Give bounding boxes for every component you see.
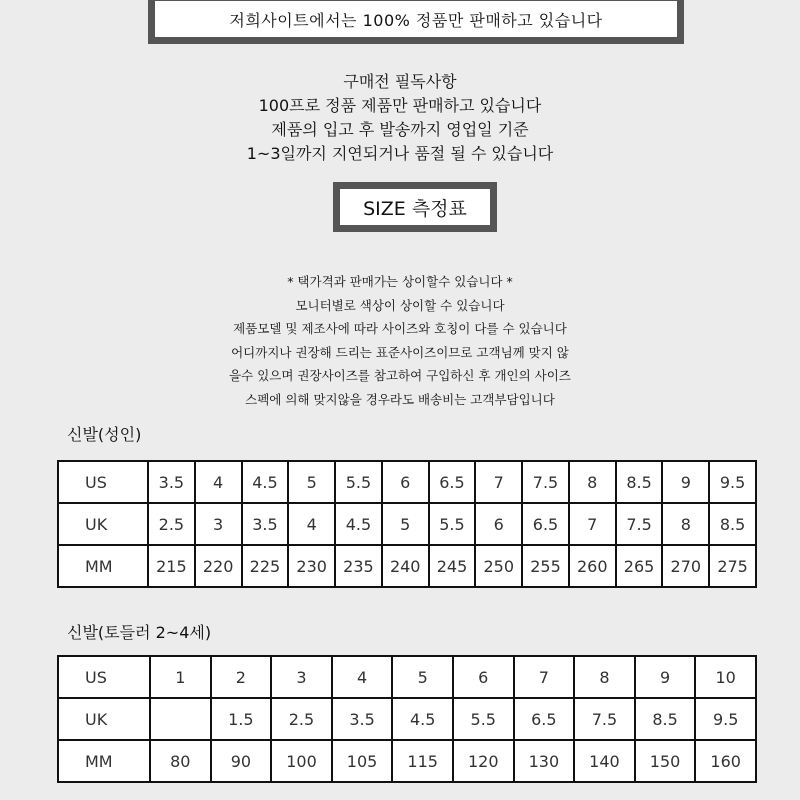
table-row xyxy=(58,656,756,698)
disclaimer-line: 어디까지나 권장해 드리는 표준사이즈이므로 고객님께 맞지 않 xyxy=(231,344,569,360)
disclaimer-line: 을수 있으며 권장사이즈를 참고하여 구입하신 후 개인의 사이즈 xyxy=(229,368,571,384)
toddler-table-caption: 신발(토들러 2~4세) xyxy=(67,623,212,642)
disclaimer-line: 모니터별로 색상이 상이할 수 있습니다 xyxy=(295,297,505,313)
row-header: UK xyxy=(58,503,148,545)
row-header: MM xyxy=(58,545,148,587)
size-cell: 8 xyxy=(569,461,616,503)
size-cell: 90 xyxy=(211,740,272,782)
table-row xyxy=(58,461,756,503)
toddler-size-table xyxy=(57,655,757,783)
size-cell: 225 xyxy=(242,545,289,587)
notice-line: 구매전 필독사항 xyxy=(343,72,457,91)
size-cell: 6 xyxy=(453,656,514,698)
disclaimer-line: 스펙에 의해 맞지않을 경우라도 배송비는 고객부담입니다 xyxy=(245,391,555,407)
size-cell: 115 xyxy=(392,740,453,782)
size-cell: 7.5 xyxy=(522,461,569,503)
notice-line: 1~3일까지 지연되거나 품절 될 수 있습니다 xyxy=(246,144,554,163)
table-row xyxy=(58,740,756,782)
size-cell: 5.5 xyxy=(429,503,476,545)
size-cell: 9.5 xyxy=(709,461,756,503)
adult-size-table xyxy=(57,460,757,588)
size-cell: 8.5 xyxy=(635,698,696,740)
size-cell xyxy=(150,698,211,740)
size-cell: 270 xyxy=(662,545,709,587)
size-cell: 250 xyxy=(475,545,522,587)
table-row xyxy=(58,503,756,545)
size-cell: 5.5 xyxy=(335,461,382,503)
size-cell: 105 xyxy=(332,740,393,782)
size-chart-title: SIZE 측정표 xyxy=(363,197,467,220)
size-cell: 120 xyxy=(453,740,514,782)
size-cell: 7 xyxy=(514,656,575,698)
size-cell: 7.5 xyxy=(574,698,635,740)
top-banner-text: 저희사이트에서는 100% 정품만 판매하고 있습니다 xyxy=(229,10,603,30)
table-row xyxy=(58,545,756,587)
size-cell: 4.5 xyxy=(242,461,289,503)
size-cell: 2 xyxy=(211,656,272,698)
size-cell: 9 xyxy=(635,656,696,698)
notice-line: 제품의 입고 후 발송까지 영업일 기준 xyxy=(271,120,529,139)
row-header: UK xyxy=(58,698,150,740)
size-chart-banner xyxy=(333,182,497,232)
size-cell: 4 xyxy=(288,503,335,545)
size-cell: 3.5 xyxy=(148,461,195,503)
size-cell: 10 xyxy=(695,656,756,698)
size-cell: 2.5 xyxy=(148,503,195,545)
row-header: US xyxy=(58,656,150,698)
size-cell: 6 xyxy=(382,461,429,503)
size-cell: 9 xyxy=(662,461,709,503)
size-cell: 8.5 xyxy=(709,503,756,545)
size-cell: 3 xyxy=(271,656,332,698)
size-cell: 275 xyxy=(709,545,756,587)
notice-line: 100프로 정품 제품만 판매하고 있습니다 xyxy=(258,96,542,115)
size-cell: 160 xyxy=(695,740,756,782)
size-cell: 1.5 xyxy=(211,698,272,740)
disclaimer-line: 제품모델 및 제조사에 따라 사이즈와 호칭이 다를 수 있습니다 xyxy=(233,321,567,337)
size-cell: 3.5 xyxy=(242,503,289,545)
top-banner xyxy=(148,0,684,44)
size-cell: 6 xyxy=(475,503,522,545)
disclaimer-line: * 택가격과 판매가는 상이할수 있습니다 * xyxy=(287,274,513,289)
size-cell: 4 xyxy=(332,656,393,698)
size-cell: 6.5 xyxy=(522,503,569,545)
adult-table-body xyxy=(58,461,756,587)
size-cell: 150 xyxy=(635,740,696,782)
size-cell: 130 xyxy=(514,740,575,782)
size-cell: 100 xyxy=(271,740,332,782)
size-cell: 2.5 xyxy=(271,698,332,740)
size-cell: 245 xyxy=(429,545,476,587)
size-cell: 4.5 xyxy=(335,503,382,545)
size-cell: 215 xyxy=(148,545,195,587)
size-cell: 5 xyxy=(288,461,335,503)
size-cell: 240 xyxy=(382,545,429,587)
size-cell: 255 xyxy=(522,545,569,587)
size-cell: 8.5 xyxy=(616,461,663,503)
size-cell: 220 xyxy=(195,545,242,587)
size-cell: 8 xyxy=(662,503,709,545)
size-cell: 5 xyxy=(392,656,453,698)
disclaimer xyxy=(0,270,800,412)
size-cell: 140 xyxy=(574,740,635,782)
row-header: US xyxy=(58,461,148,503)
size-cell: 230 xyxy=(288,545,335,587)
table-row xyxy=(58,698,756,740)
size-cell: 1 xyxy=(150,656,211,698)
size-cell: 7.5 xyxy=(616,503,663,545)
row-header: MM xyxy=(58,740,150,782)
size-cell: 4 xyxy=(195,461,242,503)
size-cell: 80 xyxy=(150,740,211,782)
size-cell: 3 xyxy=(195,503,242,545)
size-cell: 6.5 xyxy=(429,461,476,503)
adult-table-caption: 신발(성인) xyxy=(67,425,142,444)
purchase-notice xyxy=(0,70,800,166)
size-cell: 5.5 xyxy=(453,698,514,740)
size-cell: 9.5 xyxy=(695,698,756,740)
size-cell: 4.5 xyxy=(392,698,453,740)
size-cell: 7 xyxy=(475,461,522,503)
size-cell: 235 xyxy=(335,545,382,587)
toddler-table-body xyxy=(58,656,756,782)
size-cell: 265 xyxy=(616,545,663,587)
size-cell: 260 xyxy=(569,545,616,587)
size-cell: 8 xyxy=(574,656,635,698)
size-cell: 6.5 xyxy=(514,698,575,740)
size-cell: 3.5 xyxy=(332,698,393,740)
size-cell: 5 xyxy=(382,503,429,545)
size-cell: 7 xyxy=(569,503,616,545)
